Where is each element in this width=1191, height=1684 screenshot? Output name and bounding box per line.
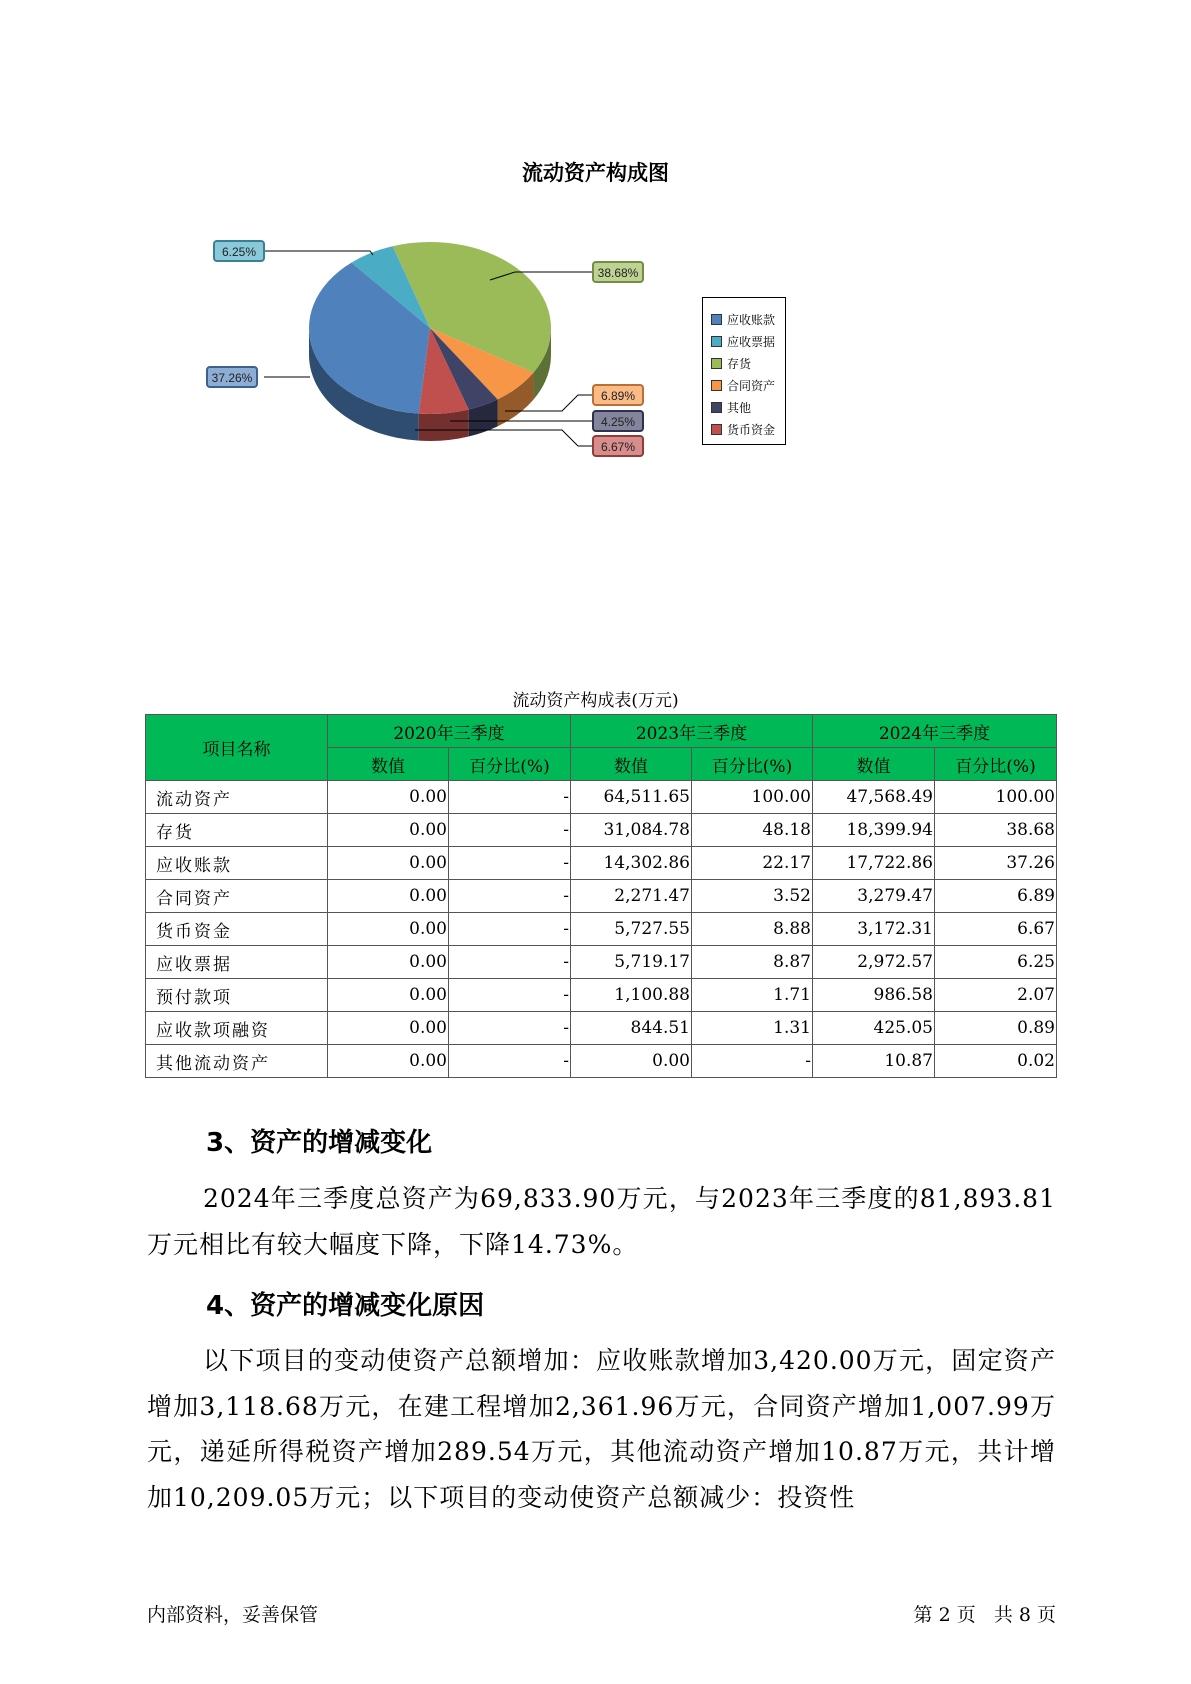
table-row — [146, 880, 1057, 913]
cell-value: 1.31 — [692, 1012, 813, 1045]
legend-swatch — [711, 314, 722, 325]
cell-value: - — [449, 781, 571, 814]
cell-value: - — [449, 880, 571, 913]
header-item-name: 项目名称 — [146, 715, 328, 781]
cell-value: 425.05 — [813, 1012, 935, 1045]
cell-value: 3.52 — [692, 880, 813, 913]
cell-value: 100.00 — [692, 781, 813, 814]
cell-value: 2,271.47 — [571, 880, 692, 913]
cell-value: 6.25 — [935, 946, 1057, 979]
legend-item — [711, 308, 785, 330]
cell-value: 0.00 — [328, 847, 449, 880]
data-label: 6.25% — [221, 245, 257, 259]
cell-value: 8.88 — [692, 913, 813, 946]
cell-value: 0.00 — [571, 1045, 692, 1078]
legend-label: 货币资金 — [727, 422, 776, 437]
data-label: 6.89% — [600, 389, 636, 403]
cell-value: 986.58 — [813, 979, 935, 1012]
header-value: 数值 — [813, 748, 935, 781]
table-row — [146, 1012, 1057, 1045]
section-heading: 3、资产的增减变化 — [206, 1128, 433, 1158]
cell-value: 64,511.65 — [571, 781, 692, 814]
legend-label: 应收账款 — [727, 312, 776, 327]
row-label: 流动资产 — [146, 781, 328, 814]
cell-value: 5,719.17 — [571, 946, 692, 979]
row-label: 应收款项融资 — [146, 1012, 328, 1045]
footer-page-number: 第 2 页 共 8 页 — [913, 1604, 1056, 1626]
cell-value: 1.71 — [692, 979, 813, 1012]
current-assets-table — [145, 714, 1057, 1078]
cell-value: 8.87 — [692, 946, 813, 979]
legend-swatch — [711, 336, 722, 347]
cell-value: 38.68 — [935, 814, 1057, 847]
legend-label: 存货 — [727, 356, 752, 371]
footer-confidential: 内部资料，妥善保管 — [147, 1604, 319, 1626]
table-row — [146, 913, 1057, 946]
table-row — [146, 781, 1057, 814]
cell-value: 18,399.94 — [813, 814, 935, 847]
table-caption: 流动资产构成表(万元) — [512, 691, 679, 711]
legend-swatch — [711, 358, 722, 369]
header-value: 数值 — [571, 748, 692, 781]
legend-swatch — [711, 424, 722, 435]
cell-value: 48.18 — [692, 814, 813, 847]
cell-value: - — [692, 1045, 813, 1078]
row-label: 存货 — [146, 814, 328, 847]
header-value: 数值 — [328, 748, 449, 781]
header-percent: 百分比(%) — [935, 748, 1057, 781]
table-row — [146, 979, 1057, 1012]
cell-value: 17,722.86 — [813, 847, 935, 880]
cell-value: - — [449, 1012, 571, 1045]
cell-value: - — [449, 979, 571, 1012]
leader-line — [264, 251, 373, 255]
cell-value: 0.02 — [935, 1045, 1057, 1078]
cell-value: 5,727.55 — [571, 913, 692, 946]
table-row — [146, 1045, 1057, 1078]
legend-item — [711, 396, 785, 418]
cell-value: 1,100.88 — [571, 979, 692, 1012]
row-label: 应收票据 — [146, 946, 328, 979]
cell-value: 3,279.47 — [813, 880, 935, 913]
row-label: 应收账款 — [146, 847, 328, 880]
paragraph: 2024年三季度总资产为69,833.90万元，与2023年三季度的81,893.81万元相比有较大幅度下降，下降14.73%。 — [147, 1184, 1056, 1259]
cell-value: 0.00 — [328, 1012, 449, 1045]
header-period: 2023年三季度 — [571, 715, 813, 748]
legend-label: 合同资产 — [727, 378, 776, 393]
cell-value: 37.26 — [935, 847, 1057, 880]
chart-title: 流动资产构成图 — [522, 161, 669, 185]
pie-slice-side — [419, 409, 469, 441]
table-row — [146, 946, 1057, 979]
cell-value: 0.00 — [328, 979, 449, 1012]
cell-value: 47,568.49 — [813, 781, 935, 814]
cell-value: 100.00 — [935, 781, 1057, 814]
cell-value: 10.87 — [813, 1045, 935, 1078]
cell-value: - — [449, 913, 571, 946]
paragraph: 以下项目的变动使资产总额增加：应收账款增加3,420.00万元，固定资产增加3,118.68万元，在建工程增加2,361.96万元，合同资产增加1,007.99万元，递延所得税资产增加289.54万元，其他流动资产增加10.87万元，共计增加10,209.05万元；以下项目的变动使资产总额减少：投资性 — [147, 1346, 1056, 1512]
data-label: 37.26% — [211, 371, 253, 385]
cell-value: 2.07 — [935, 979, 1057, 1012]
header-period: 2024年三季度 — [813, 715, 1057, 748]
header-percent: 百分比(%) — [449, 748, 571, 781]
legend-swatch — [711, 402, 722, 413]
cell-value: 3,172.31 — [813, 913, 935, 946]
row-label: 货币资金 — [146, 913, 328, 946]
cell-value: 0.00 — [328, 814, 449, 847]
cell-value: 14,302.86 — [571, 847, 692, 880]
row-label: 其他流动资产 — [146, 1045, 328, 1078]
cell-value: 2,972.57 — [813, 946, 935, 979]
legend-item — [711, 418, 785, 440]
cell-value: - — [449, 814, 571, 847]
data-label: 6.67% — [600, 440, 636, 454]
legend-item — [711, 374, 785, 396]
legend-item — [711, 352, 785, 374]
data-label: 4.25% — [600, 415, 636, 429]
cell-value: 6.89 — [935, 880, 1057, 913]
cell-value: 844.51 — [571, 1012, 692, 1045]
legend-label: 其他 — [727, 400, 752, 415]
header-period: 2020年三季度 — [328, 715, 571, 748]
cell-value: 31,084.78 — [571, 814, 692, 847]
legend-label: 应收票据 — [727, 334, 776, 349]
chart-legend — [702, 297, 786, 445]
cell-value: 0.00 — [328, 781, 449, 814]
row-label: 合同资产 — [146, 880, 328, 913]
cell-value: - — [449, 1045, 571, 1078]
legend-swatch — [711, 380, 722, 391]
cell-value: 0.00 — [328, 913, 449, 946]
table-row — [146, 814, 1057, 847]
cell-value: 0.00 — [328, 1045, 449, 1078]
table-row — [146, 847, 1057, 880]
cell-value: 0.89 — [935, 1012, 1057, 1045]
cell-value: 22.17 — [692, 847, 813, 880]
cell-value: - — [449, 847, 571, 880]
cell-value: 0.00 — [328, 880, 449, 913]
section-heading: 4、资产的增减变化原因 — [206, 1291, 485, 1321]
header-percent: 百分比(%) — [692, 748, 813, 781]
row-label: 预付款项 — [146, 979, 328, 1012]
cell-value: 0.00 — [328, 946, 449, 979]
data-label: 38.68% — [597, 266, 639, 280]
pie-chart — [180, 200, 660, 480]
cell-value: - — [449, 946, 571, 979]
cell-value: 6.67 — [935, 913, 1057, 946]
legend-item — [711, 330, 785, 352]
